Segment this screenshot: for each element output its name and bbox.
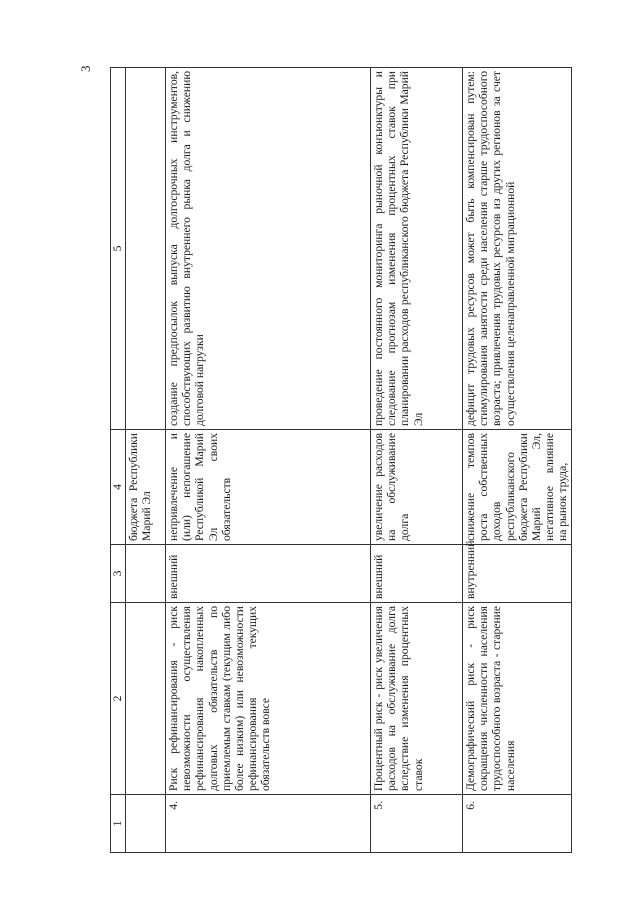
risk-table [110,67,572,853]
cell-type: внешний [371,545,463,603]
cell-consequence: бюджета Республики Марий Эл [126,430,166,545]
cell-type: внутренний [463,545,572,603]
cell-num: 6. [463,795,572,853]
cell-type [126,545,166,603]
column-header: 4 [111,430,126,545]
cell-risk: Риск рефинансирования - риск невозможности осуществления рефинансирования накопленных долговых обязательств по приемлемым ставкам (текущим либо более низким) или невозможности рефинансирования текущих обязательств вовсе [166,603,371,795]
cell-measures: проведение постоянного мониторинга рыночной конъюнктуры и следование прогнозам изменения процентных ставок при планировании расходов республиканского бюджета Республики Марий Эл [371,68,463,430]
table-row [463,68,572,853]
cell-num [126,795,166,853]
table-row [371,68,463,853]
cell-consequence: увеличение расходов на обслуживание долга [371,430,463,545]
table-row [126,68,166,853]
cell-measures: дефицит трудовых ресурсов может быть компенсирован путем: стимулирования занятости среди населения старше трудоспособного возраста; привлечения трудовых ресурсов из других регионов за счет осуществления целенаправленной миграционной [463,68,572,430]
column-header: 3 [111,545,126,603]
cell-consequence: непривлечение и (или) непогашение Республикой Марий Эл своих обязательств [166,430,371,545]
cell-consequence: снижение темпов роста собственных доходов республиканского бюджета Республики Марий Эл, негативное влияние на рынок труда, [463,430,572,545]
rotated-page-content [110,68,570,853]
cell-num: 5. [371,795,463,853]
header-row [111,68,126,853]
cell-risk: Демографический риск - риск сокращения численности населения трудоспособного возраста - старение населения [463,603,572,795]
cell-risk [126,603,166,795]
cell-measures [126,68,166,430]
table-row [166,68,371,853]
column-header: 1 [111,795,126,853]
column-header: 5 [111,68,126,430]
cell-risk: Процентный риск - риск увеличения расходов на обслуживание долга вследствие изменения процентных ставок [371,603,463,795]
cell-num: 4. [166,795,371,853]
cell-measures: создание предпосылок выпуска долгосрочных инструментов, способствующих развитию внутреннего рынка долга и снижению долговой нагрузки [166,68,371,430]
cell-type: внешний [166,545,371,603]
column-header: 2 [111,603,126,795]
page-number: 3 [78,65,93,72]
